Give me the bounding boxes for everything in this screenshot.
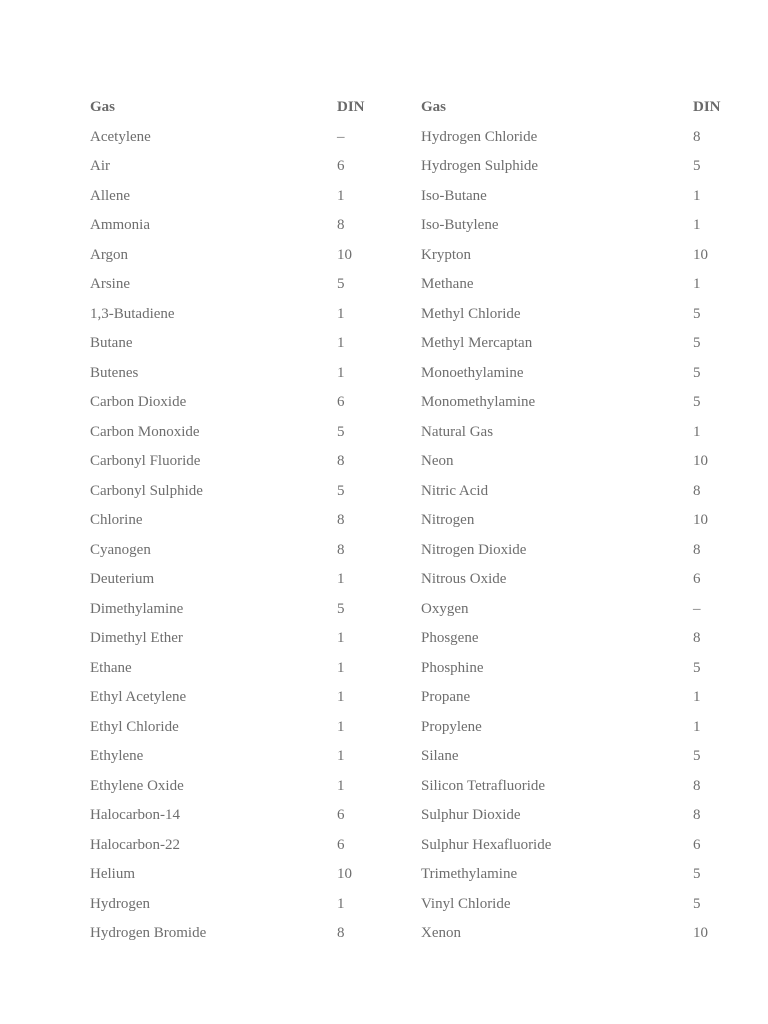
- table-row: [90, 447, 740, 477]
- din-value-right: 1: [693, 217, 701, 233]
- gas-name-left: Halocarbon-22: [90, 836, 180, 853]
- gas-name-left: Carbonyl Fluoride: [90, 453, 201, 469]
- gas-name-right: Xenon: [421, 925, 461, 941]
- din-value-left: 5: [337, 600, 345, 617]
- din-value-right: 5: [693, 305, 701, 322]
- gas-name-right: Monomethylamine: [421, 394, 536, 410]
- gas-name-right: Methane: [421, 276, 474, 292]
- gas-name-left: Air: [90, 158, 110, 174]
- gas-name-left: Hydrogen: [90, 895, 150, 912]
- table-header: [90, 93, 740, 123]
- table-row: [90, 595, 740, 625]
- table-row: [90, 506, 740, 536]
- din-value-left: 10: [337, 246, 352, 263]
- din-value-left: 5: [337, 423, 345, 440]
- gas-name-right: Iso-Butylene: [421, 217, 499, 233]
- gas-name-right: Phosgene: [421, 630, 479, 646]
- gas-name-right: Nitrous Oxide: [421, 571, 507, 587]
- din-value-left: 8: [337, 925, 345, 941]
- gas-name-right: Methyl Chloride: [421, 305, 521, 322]
- table-row: [90, 270, 740, 300]
- table-row: [90, 359, 740, 389]
- gas-name-right: Oxygen: [421, 600, 469, 617]
- gas-name-right: Iso-Butane: [421, 187, 487, 204]
- gas-name-right: Nitric Acid: [421, 482, 489, 499]
- gas-name-left: Chlorine: [90, 512, 143, 528]
- gas-name-left: Arsine: [90, 276, 130, 292]
- gas-name-left: Argon: [90, 246, 129, 263]
- table-row: [90, 742, 740, 772]
- table-row: [90, 182, 740, 212]
- table-row: [90, 654, 740, 684]
- din-value-left: 5: [337, 482, 345, 499]
- din-value-right: 5: [693, 335, 701, 351]
- din-value-left: 1: [337, 571, 345, 587]
- din-value-right: 5: [693, 866, 701, 882]
- din-value-right: 5: [693, 748, 701, 764]
- din-value-left: 1: [337, 895, 345, 912]
- din-value-left: 1: [337, 777, 345, 794]
- table-row: [90, 477, 740, 507]
- gas-name-left: Allene: [90, 187, 130, 204]
- gas-name-left: Ammonia: [90, 217, 150, 233]
- gas-name-right: Sulphur Hexafluoride: [421, 836, 552, 853]
- gas-name-left: Dimethyl Ether: [90, 630, 183, 646]
- din-value-left: 10: [337, 866, 352, 882]
- gas-name-left: Hydrogen Bromide: [90, 925, 207, 941]
- table-row: [90, 388, 740, 418]
- gas-name-left: Ethane: [90, 659, 132, 676]
- gas-name-left: Acetylene: [90, 128, 151, 145]
- din-value-right: 5: [693, 158, 701, 174]
- din-value-left: 6: [337, 158, 345, 174]
- table-row: [90, 241, 740, 271]
- header-row: [90, 93, 740, 123]
- din-value-right: 1: [693, 423, 701, 440]
- din-value-left: 1: [337, 335, 345, 351]
- din-value-right: 8: [693, 541, 701, 558]
- gas-name-left: Halocarbon-14: [90, 807, 180, 823]
- din-value-right: 6: [693, 571, 701, 587]
- table-row: [90, 831, 740, 861]
- header-gas-left: Gas: [90, 99, 116, 115]
- din-value-right: 1: [693, 187, 701, 204]
- din-value-left: –: [337, 128, 345, 145]
- gas-name-right: Trimethylamine: [421, 866, 518, 882]
- gas-name-right: Nitrogen Dioxide: [421, 541, 527, 558]
- gas-name-left: 1,3-Butadiene: [90, 305, 175, 322]
- gas-name-left: Butane: [90, 335, 133, 351]
- header-din-left: DIN: [337, 99, 365, 115]
- gas-name-right: Methyl Mercaptan: [421, 335, 533, 351]
- gas-name-right: Neon: [421, 453, 454, 469]
- din-value-right: 8: [693, 777, 701, 794]
- table-row: [90, 211, 740, 241]
- gas-name-left: Carbon Dioxide: [90, 394, 187, 410]
- din-value-right: 8: [693, 807, 701, 823]
- gas-name-right: Krypton: [421, 246, 471, 263]
- table-body: [90, 123, 740, 949]
- din-value-right: 6: [693, 836, 701, 853]
- gas-name-left: Deuterium: [90, 571, 155, 587]
- gas-name-right: Hydrogen Sulphide: [421, 158, 539, 174]
- din-value-right: 5: [693, 394, 701, 410]
- din-value-left: 8: [337, 217, 345, 233]
- din-value-left: 1: [337, 305, 345, 322]
- table-row: [90, 329, 740, 359]
- din-value-left: 1: [337, 364, 345, 381]
- din-value-right: 8: [693, 128, 701, 145]
- din-value-right: –: [693, 600, 701, 617]
- gas-name-left: Ethylene: [90, 748, 144, 764]
- gas-din-table: [90, 93, 740, 949]
- din-value-right: 10: [693, 453, 708, 469]
- din-value-left: 5: [337, 276, 345, 292]
- din-value-right: 10: [693, 246, 708, 263]
- gas-name-right: Phosphine: [421, 659, 484, 676]
- din-value-left: 6: [337, 394, 345, 410]
- gas-name-right: Sulphur Dioxide: [421, 807, 521, 823]
- din-value-left: 8: [337, 541, 345, 558]
- din-value-right: 8: [693, 482, 701, 499]
- din-value-right: 10: [693, 512, 708, 528]
- din-value-left: 8: [337, 512, 345, 528]
- gas-name-left: Carbon Monoxide: [90, 423, 200, 440]
- gas-name-right: Silicon Tetrafluoride: [421, 777, 546, 794]
- din-value-right: 5: [693, 659, 701, 676]
- din-value-right: 1: [693, 276, 701, 292]
- table-row: [90, 890, 740, 920]
- din-value-left: 1: [337, 187, 345, 204]
- gas-name-left: Helium: [90, 866, 135, 882]
- gas-name-right: Hydrogen Chloride: [421, 128, 538, 145]
- gas-name-left: Ethyl Chloride: [90, 718, 179, 735]
- header-gas-right: Gas: [421, 99, 447, 115]
- din-value-left: 1: [337, 689, 345, 705]
- gas-name-right: Vinyl Chloride: [421, 895, 511, 912]
- table-row: [90, 860, 740, 890]
- din-value-right: 1: [693, 718, 701, 735]
- din-value-left: 1: [337, 659, 345, 676]
- table-row: [90, 152, 740, 182]
- din-value-right: 5: [693, 364, 701, 381]
- gas-name-left: Ethyl Acetylene: [90, 689, 187, 705]
- gas-name-right: Propane: [421, 689, 471, 705]
- din-value-left: 6: [337, 807, 345, 823]
- table-row: [90, 624, 740, 654]
- table-row: [90, 565, 740, 595]
- table-row: [90, 536, 740, 566]
- table-row: [90, 772, 740, 802]
- header-din-right: DIN: [693, 99, 721, 115]
- gas-name-left: Cyanogen: [90, 541, 151, 558]
- table-row: [90, 713, 740, 743]
- din-value-right: 8: [693, 630, 701, 646]
- din-value-right: 5: [693, 895, 701, 912]
- din-value-left: 1: [337, 718, 345, 735]
- gas-name-left: Carbonyl Sulphide: [90, 482, 203, 499]
- gas-name-right: Propylene: [421, 718, 482, 735]
- gas-name-right: Monoethylamine: [421, 364, 524, 381]
- din-value-left: 1: [337, 748, 345, 764]
- table-row: [90, 418, 740, 448]
- table-row: [90, 683, 740, 713]
- table-row: [90, 300, 740, 330]
- gas-name-right: Natural Gas: [421, 423, 494, 440]
- gas-name-left: Ethylene Oxide: [90, 777, 184, 794]
- table-row: [90, 123, 740, 153]
- din-value-left: 8: [337, 453, 345, 469]
- gas-name-right: Silane: [421, 748, 459, 764]
- gas-name-right: Nitrogen: [421, 512, 475, 528]
- gas-name-left: Dimethylamine: [90, 600, 184, 617]
- din-value-right: 10: [693, 925, 708, 941]
- din-value-left: 1: [337, 630, 345, 646]
- table-row: [90, 801, 740, 831]
- table-row: [90, 919, 740, 949]
- din-value-left: 6: [337, 836, 345, 853]
- din-value-right: 1: [693, 689, 701, 705]
- gas-name-left: Butenes: [90, 364, 139, 381]
